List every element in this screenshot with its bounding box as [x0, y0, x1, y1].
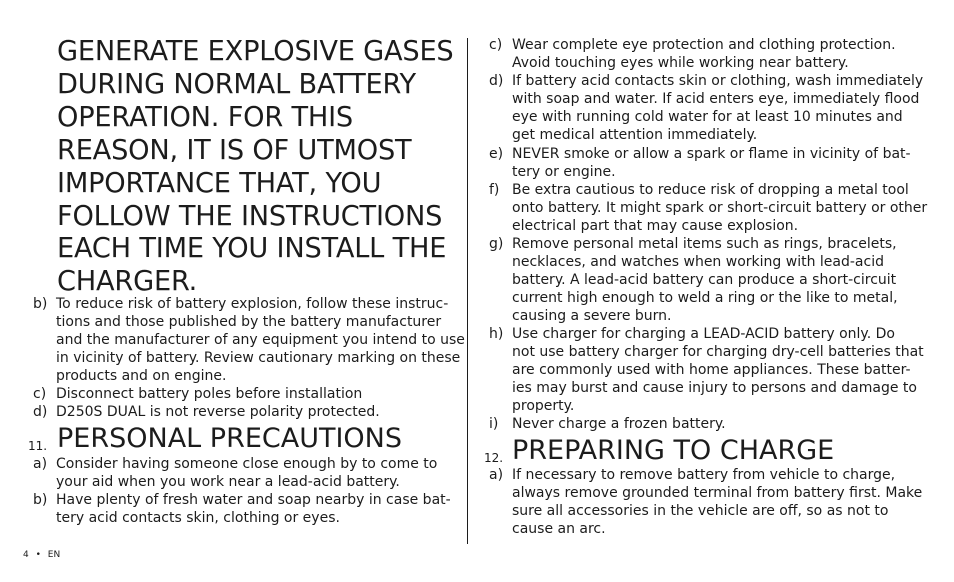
item-line: eye with running cold water for at least 10 minutes and: [512, 109, 903, 126]
item-line: Have plenty of fresh water and soap nearby in case bat-: [56, 492, 451, 508]
item-line: not use battery charger for charging dry-cell batteries that: [512, 344, 924, 361]
warning-line: IMPORTANCE THAT, YOU: [57, 167, 382, 199]
item-text: [56, 403, 380, 421]
item-line: If battery acid contacts skin or clothing, wash immediately: [512, 73, 924, 89]
item-marker: d): [489, 73, 504, 89]
list-item: [33, 455, 437, 491]
list-item: [33, 385, 362, 403]
page-number: 4: [23, 550, 29, 560]
item-text: [512, 145, 911, 181]
item-text: [512, 325, 924, 415]
item-line: Be extra cautious to reduce risk of dropping a metal tool: [512, 182, 909, 198]
item-marker: c): [489, 37, 503, 53]
item-text: [512, 466, 922, 538]
item-line: tions and those published by the battery manufacturer: [56, 314, 442, 331]
list-item: [489, 466, 922, 538]
item-line: onto battery. It might spark or short-circuit battery or other: [512, 200, 928, 217]
item-line: are commonly used with home appliances. These batter-: [512, 362, 911, 379]
list-item: [33, 295, 465, 385]
item-line: causing a severe burn.: [512, 308, 672, 325]
item-line: in vicinity of battery. Review cautionary marking on these: [56, 350, 461, 367]
list-item: [489, 72, 923, 144]
item-line: products and on engine.: [56, 368, 227, 385]
list-item: [489, 235, 898, 325]
item-line: with soap and water. If acid enters eye, immediately flood: [512, 91, 920, 108]
item-line: electrical part that may cause explosion.: [512, 218, 799, 235]
item-line: your aid when you work near a lead-acid battery.: [56, 474, 400, 491]
item-line: tery acid contacts skin, clothing or eyes.: [56, 510, 340, 527]
item-text: [56, 491, 451, 527]
item-marker: c): [33, 386, 47, 402]
item-line: Remove personal metal items such as rings, bracelets,: [512, 236, 897, 252]
item-marker: f): [489, 182, 500, 198]
item-marker: a): [33, 456, 48, 472]
warning-line: FOLLOW THE INSTRUCTIONS: [57, 200, 443, 232]
item-text: [512, 36, 896, 72]
item-marker: d): [33, 404, 48, 420]
item-line: NEVER smoke or allow a spark or flame in vicinity of bat-: [512, 146, 911, 162]
item-line: If necessary to remove battery from vehicle to charge,: [512, 467, 896, 483]
footer-separator: •: [35, 550, 41, 560]
item-marker: b): [33, 296, 48, 312]
list-item: [489, 325, 924, 415]
section-title: PREPARING TO CHARGE: [512, 435, 835, 466]
item-line: sure all accessories in the vehicle are off, so as not to: [512, 503, 889, 520]
item-marker: g): [489, 236, 504, 252]
item-text: [56, 455, 437, 491]
item-line: Use charger for charging a LEAD-ACID battery only. Do: [512, 326, 895, 342]
item-line: cause an arc.: [512, 521, 606, 538]
item-text: [512, 72, 923, 144]
list-item: [489, 415, 726, 433]
item-line: always remove grounded terminal from battery first. Make: [512, 485, 923, 502]
list-item: [489, 145, 911, 181]
item-line: Never charge a frozen battery.: [512, 416, 726, 432]
item-line: ies may burst and cause injury to persons and damage to: [512, 380, 917, 397]
item-line: Avoid touching eyes while working near battery.: [512, 55, 849, 72]
item-line: and the manufacturer of any equipment you intend to use: [56, 332, 465, 349]
item-line: get medical attention immediately.: [512, 127, 758, 144]
item-line: battery. A lead-acid battery can produce a short-circuit: [512, 272, 897, 289]
warning-line: GENERATE EXPLOSIVE GASES: [57, 36, 454, 67]
column-divider: [467, 38, 468, 544]
item-line: Disconnect battery poles before installation: [56, 386, 363, 402]
section-title: PERSONAL PRECAUTIONS: [57, 423, 403, 454]
item-line: current high enough to weld a ring or the like to metal,: [512, 290, 898, 307]
item-marker: h): [489, 326, 504, 342]
language-code: EN: [47, 550, 61, 560]
warning-text: [57, 36, 462, 299]
warning-line: REASON, IT IS OF UTMOST: [57, 134, 412, 166]
warning-line: EACH TIME YOU INSTALL THE: [57, 233, 447, 265]
list-item: [33, 491, 451, 527]
section-number: 12.: [484, 451, 504, 465]
item-text: [512, 181, 927, 235]
item-text: [512, 235, 898, 325]
item-text: [512, 415, 726, 433]
list-item: [33, 403, 380, 421]
item-text: [56, 385, 362, 403]
warning-line: DURING NORMAL BATTERY: [57, 68, 416, 100]
list-item: [489, 36, 896, 72]
item-text: [56, 295, 465, 385]
item-line: necklaces, and watches when working with lead-acid: [512, 254, 884, 271]
item-marker: e): [489, 146, 504, 162]
item-line: D250S DUAL is not reverse polarity protected.: [56, 404, 380, 420]
warning-line: OPERATION. FOR THIS: [57, 101, 353, 133]
section-number: 11.: [28, 439, 48, 453]
item-line: tery or engine.: [512, 164, 616, 181]
item-line: Consider having someone close enough by to come to: [56, 456, 438, 472]
list-item: [489, 181, 927, 235]
item-line: Wear complete eye protection and clothing protection.: [512, 37, 896, 53]
item-marker: b): [33, 492, 48, 508]
item-marker: i): [489, 416, 499, 432]
page-footer: [23, 550, 60, 561]
item-line: To reduce risk of battery explosion, follow these instruc-: [56, 296, 449, 312]
item-line: property.: [512, 398, 575, 415]
warning-line: CHARGER.: [57, 266, 198, 298]
item-marker: a): [489, 467, 504, 483]
